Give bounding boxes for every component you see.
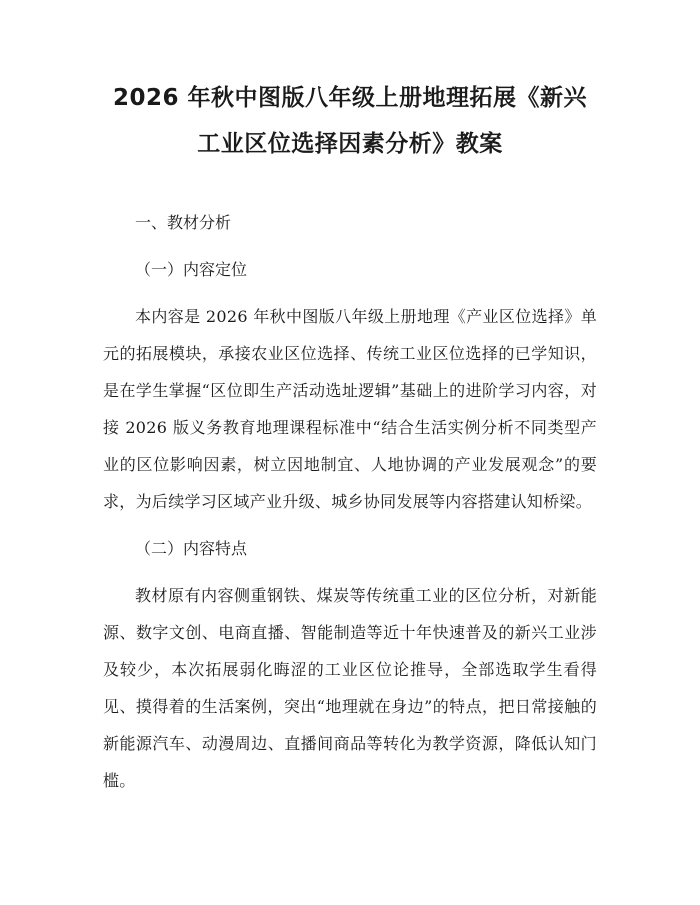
document-title <box>103 75 597 167</box>
paragraph-content-positioning: 本内容是 2026 年秋中图版八年级上册地理《产业区位选择》单元的拓展模块，承接农业区位选择、传统工业区位选择的已学知识，是在学生掌握“区位即生产活动选址逻辑”基础上的进阶学习内容，对接 2026 版义务教育地理课程标准中“结合生活实例分析不同类型产业的区位影响因素，树立因地制宜、人地协调的产业发展观念”的要求，为后续学习区域产业升级、城乡协同发展等内容搭建认知桥梁。 <box>103 307 597 511</box>
section-heading-textbook-analysis: 一、教材分析 <box>135 213 232 232</box>
subsection-heading-content-features: （二）内容特点 <box>135 539 248 558</box>
title-line-2: 工业区位选择因素分析》教案 <box>197 131 503 157</box>
title-line-1: 2026 年秋中图版八年级上册地理拓展《新兴 <box>112 85 588 111</box>
subsection-heading-content-positioning: （一）内容定位 <box>135 260 248 279</box>
paragraph-content-features: 教材原有内容侧重钢铁、煤炭等传统重工业的区位分析，对新能源、数字文创、电商直播、智能制造等近十年快速普及的新兴工业涉及较少，本次拓展弱化晦涩的工业区位论推导，全部选取学生看得见、摸得着的生活案例，突出“地理就在身边”的特点，把日常接触的新能源汽车、动漫周边、直播间商品等转化为教学资源，降低认知门槛。 <box>103 586 597 790</box>
